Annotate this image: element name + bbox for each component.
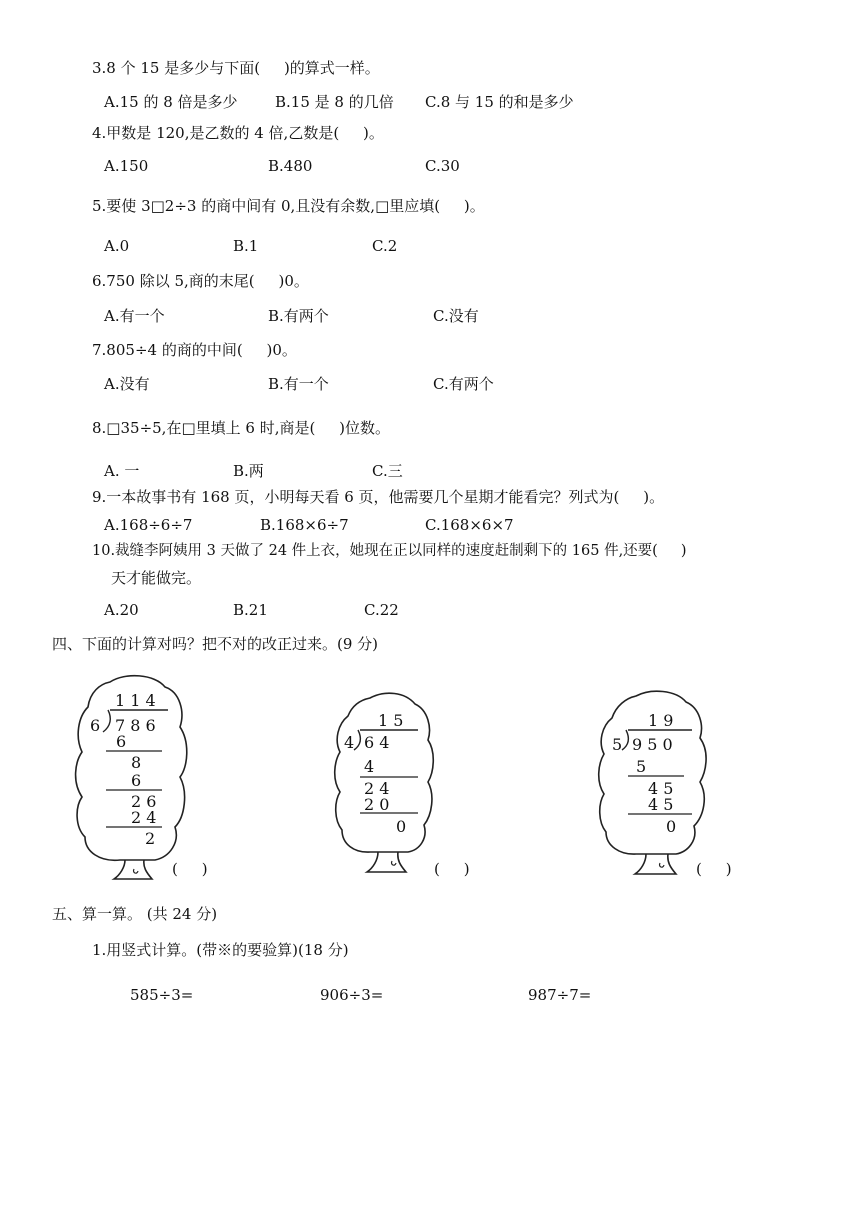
option-a: A. 一 xyxy=(104,462,140,480)
question-stem: 5.要使 3□2÷3 的商中间有 0,且没有余数,□里应填( )。 xyxy=(92,197,485,215)
expression-2: 906÷3= xyxy=(320,986,384,1004)
dividend: 6 4 xyxy=(364,733,390,752)
option-a: A.15 的 8 倍是多少 xyxy=(104,93,238,111)
option-c: C.三 xyxy=(372,462,403,480)
option-c: C.2 xyxy=(372,237,398,255)
question-stem: 3.8 个 15 是多少与下面( )的算式一样。 xyxy=(92,59,380,77)
section-5-title: 五、算一算。 (共 24 分) xyxy=(52,905,218,923)
divisor: 5 xyxy=(612,735,623,754)
option-c: C.有两个 xyxy=(433,375,494,393)
step-4: 2 6 xyxy=(131,792,157,811)
option-b: B.有一个 xyxy=(268,375,329,393)
quotient: 1 9 xyxy=(648,711,674,730)
dividend: 9 5 0 xyxy=(632,735,673,754)
step-6: 2 xyxy=(145,829,156,848)
step-1: 5 xyxy=(636,757,647,776)
option-c: C.30 xyxy=(425,157,460,175)
option-b: B.168×6÷7 xyxy=(260,516,349,534)
dividend: 7 8 6 xyxy=(115,716,156,735)
option-b: B.15 是 8 的几倍 xyxy=(275,93,394,111)
question-stem: 8.□35÷5,在□里填上 6 时,商是( )位数。 xyxy=(92,419,391,437)
tree-outline-icon xyxy=(70,672,190,887)
option-a: A.150 xyxy=(104,157,149,175)
step-5: 2 4 xyxy=(131,808,157,827)
option-b: B.两 xyxy=(233,462,264,480)
step-3: 4 5 xyxy=(648,795,674,814)
option-c: C.8 与 15 的和是多少 xyxy=(425,93,574,111)
option-a: A.168÷6÷7 xyxy=(104,516,193,534)
quotient: 1 5 xyxy=(378,711,404,730)
section-5-sub1: 1.用竖式计算。(带※的要验算)(18 分) xyxy=(92,941,349,959)
step-1: 6 xyxy=(116,732,127,751)
option-c: C.没有 xyxy=(433,307,479,325)
question-stem: 6.750 除以 5,商的末尾( )0。 xyxy=(92,272,309,290)
question-stem-continued: 天才能做完。 xyxy=(111,569,202,587)
tree-outline-icon xyxy=(330,690,440,885)
tree-division-3 xyxy=(596,688,716,888)
section-4-title: 四、下面的计算对吗？把不对的改正过来。(9 分) xyxy=(52,635,379,653)
tree-outline-icon xyxy=(596,688,716,888)
expression-1: 585÷3= xyxy=(130,986,194,1004)
option-b: B.1 xyxy=(233,237,259,255)
expression-3: 987÷7= xyxy=(528,986,592,1004)
question-stem: 10.裁缝李阿姨用 3 天做了 24 件上衣，她现在正以同样的速度赶制剩下的 165 件,还要( ) xyxy=(92,543,687,559)
step-1: 4 xyxy=(364,757,375,776)
tree-division-1 xyxy=(70,672,190,887)
answer-paren-1[interactable]: ( ) xyxy=(172,860,208,878)
divisor: 4 xyxy=(344,733,355,752)
step-3: 6 xyxy=(131,771,142,790)
option-c: C.168×6×7 xyxy=(425,516,514,534)
option-b: B.有两个 xyxy=(268,307,329,325)
tree-division-2 xyxy=(330,690,440,885)
question-stem: 9.一本故事书有 168 页，小明每天看 6 页，他需要几个星期才能看完？列式为( )。 xyxy=(92,488,665,506)
step-2: 2 4 xyxy=(364,779,390,798)
question-stem: 4.甲数是 120,是乙数的 4 倍,乙数是( )。 xyxy=(92,124,384,142)
answer-paren-2[interactable]: ( ) xyxy=(434,860,470,878)
step-2: 4 5 xyxy=(648,779,674,798)
option-a: A.20 xyxy=(104,601,139,619)
option-a: A.没有 xyxy=(104,375,150,393)
option-a: A.0 xyxy=(104,237,130,255)
option-b: B.480 xyxy=(268,157,313,175)
step-2: 8 xyxy=(131,753,142,772)
option-a: A.有一个 xyxy=(104,307,165,325)
quotient: 1 1 4 xyxy=(115,691,156,710)
step-3: 2 0 xyxy=(364,795,390,814)
option-b: B.21 xyxy=(233,601,268,619)
step-4: 0 xyxy=(396,817,407,836)
divisor: 6 xyxy=(90,716,101,735)
question-stem: 7.805÷4 的商的中间( )0。 xyxy=(92,341,297,359)
option-c: C.22 xyxy=(364,601,399,619)
step-4: 0 xyxy=(666,817,677,836)
answer-paren-3[interactable]: ( ) xyxy=(696,860,732,878)
